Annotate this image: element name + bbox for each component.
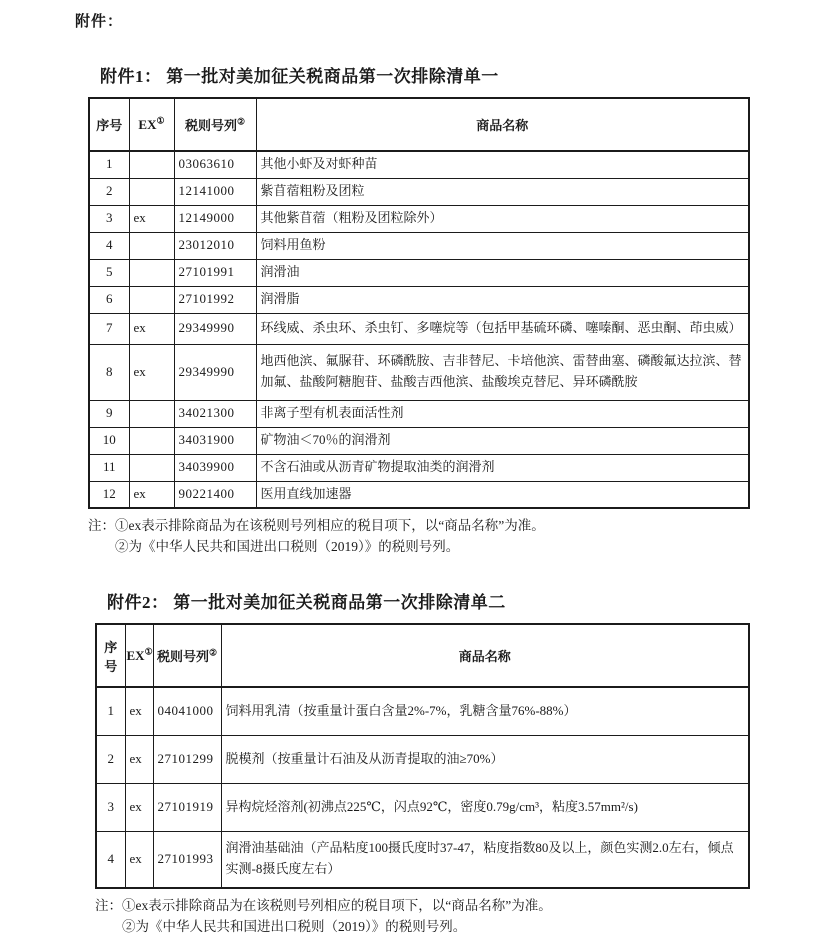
ex-cell xyxy=(129,178,174,205)
product-name-cell: 饲料用乳清（按重量计蛋白含量2%-7%，乳糖含量76%-88%） xyxy=(221,687,749,735)
table-row xyxy=(89,344,749,400)
attachment-2-section xyxy=(95,588,750,938)
product-name-cell: 地西他滨、氟脲苷、环磷酰胺、吉非替尼、卡培他滨、雷替曲塞、磷酸氟达拉滨、替加氟、盐酸阿糖胞苷、盐酸吉西他滨、盐酸埃克替尼、异环磷酰胺 xyxy=(256,344,749,400)
hs-code-cell: 12141000 xyxy=(174,178,256,205)
product-name-cell: 其他小虾及对虾种苗 xyxy=(256,151,749,178)
seq-cell: 12 xyxy=(89,481,129,508)
col-header-seq xyxy=(89,98,129,151)
product-name-cell: 紫苜蓿粗粉及团粒 xyxy=(256,178,749,205)
seq-cell: 4 xyxy=(96,831,125,888)
product-name-cell: 润滑油 xyxy=(256,259,749,286)
table-header-row xyxy=(96,624,749,687)
attachment-1-table xyxy=(88,97,750,509)
table-row xyxy=(89,313,749,344)
note-line: ②为《中华人民共和国进出口税则（2019）》的税则号列。 xyxy=(122,918,467,934)
attachment-2-title: 附件2： 第一批对美加征关税商品第一次排除清单二 xyxy=(107,593,506,612)
seq-cell: 9 xyxy=(89,400,129,427)
table-row xyxy=(96,783,749,831)
seq-cell: 10 xyxy=(89,427,129,454)
col-header-hs-code xyxy=(174,98,256,151)
footnote-ref-1: ① xyxy=(144,646,153,657)
hs-code-cell: 12149000 xyxy=(174,205,256,232)
ex-cell xyxy=(129,427,174,454)
hs-code-cell: 03063610 xyxy=(174,151,256,178)
col-header-hs-label: 税则号列 xyxy=(184,118,237,133)
col-header-ex-label: EX xyxy=(126,647,145,663)
table-row xyxy=(96,687,749,735)
table-header-row xyxy=(89,98,749,151)
ex-cell: ex xyxy=(125,687,153,735)
col-header-name-label: 商品名称 xyxy=(458,649,511,664)
product-name-cell: 非离子型有机表面活性剂 xyxy=(256,400,749,427)
footnote-ref-2: ② xyxy=(236,116,246,127)
hs-code-cell: 23012010 xyxy=(174,232,256,259)
hs-code-cell: 27101992 xyxy=(174,286,256,313)
ex-cell: ex xyxy=(129,313,174,344)
seq-cell: 3 xyxy=(89,205,129,232)
table-row xyxy=(89,286,749,313)
product-name-cell: 脱模剂（按重量计石油及从沥青提取的油≥70%） xyxy=(221,735,749,783)
col-header-hs-code xyxy=(153,624,221,687)
note-line: 注：①ex表示排除商品为在该税则号列相应的税目项下，以“商品名称”为准。 xyxy=(88,518,545,533)
ex-cell xyxy=(129,286,174,313)
table-row xyxy=(89,259,749,286)
hs-code-cell: 34031900 xyxy=(174,427,256,454)
col-header-ex xyxy=(129,98,174,151)
product-name-cell: 不含石油或从沥青矿物提取油类的润滑剂 xyxy=(256,454,749,481)
product-name-cell: 润滑油基础油（产品粘度100摄氏度时37-47，粘度指数80及以上，颜色实测2.0左右，倾点实测-8摄氏度左右） xyxy=(221,831,749,888)
col-header-product-name xyxy=(221,624,749,687)
attachment-1-title: 附件1： 第一批对美加征关税商品第一次排除清单一 xyxy=(100,67,499,86)
hs-code-cell: 29349990 xyxy=(174,313,256,344)
attachment-label: 附件： xyxy=(75,14,124,30)
table-row xyxy=(89,481,749,508)
seq-cell: 2 xyxy=(96,735,125,783)
hs-code-cell: 34021300 xyxy=(174,400,256,427)
seq-cell: 8 xyxy=(89,344,129,400)
col-header-seq-label: 序号 xyxy=(104,639,118,674)
ex-cell: ex xyxy=(129,481,174,508)
seq-cell: 1 xyxy=(89,151,129,178)
col-header-name-label: 商品名称 xyxy=(476,118,529,133)
col-header-ex xyxy=(125,624,153,687)
seq-cell: 11 xyxy=(89,454,129,481)
table-row xyxy=(89,178,749,205)
note-line: ②为《中华人民共和国进出口税则（2019）》的税则号列。 xyxy=(115,538,460,554)
ex-cell xyxy=(129,232,174,259)
hs-code-cell: 27101919 xyxy=(153,783,221,831)
product-name-cell: 润滑脂 xyxy=(256,286,749,313)
product-name-cell: 环线威、杀虫环、杀虫钉、多噻烷等（包括甲基硫环磷、噻嗪酮、恶虫酮、茚虫威） xyxy=(256,313,749,344)
ex-cell: ex xyxy=(129,344,174,400)
hs-code-cell: 90221400 xyxy=(174,481,256,508)
hs-code-cell: 27101299 xyxy=(153,735,221,783)
table-row xyxy=(89,400,749,427)
ex-cell xyxy=(129,454,174,481)
table-row xyxy=(96,735,749,783)
col-header-product-name xyxy=(256,98,749,151)
ex-cell xyxy=(129,151,174,178)
product-name-cell: 矿物油＜70％的润滑剂 xyxy=(256,427,749,454)
hs-code-cell: 27101991 xyxy=(174,259,256,286)
seq-cell: 4 xyxy=(89,232,129,259)
footnote-ref-2: ② xyxy=(208,647,218,658)
col-header-seq xyxy=(96,624,125,687)
col-header-ex-label: EX xyxy=(138,116,157,132)
attachment-2-table xyxy=(95,623,750,889)
table-row xyxy=(89,232,749,259)
table-row xyxy=(89,151,749,178)
table-row xyxy=(89,454,749,481)
hs-code-cell: 29349990 xyxy=(174,344,256,400)
ex-cell: ex xyxy=(125,783,153,831)
product-name-cell: 异构烷烃溶剂(初沸点225℃，闪点92℃，密度0.79g/cm³，粘度3.57mm²/s) xyxy=(221,783,749,831)
note-line: 注：①ex表示排除商品为在该税则号列相应的税目项下，以“商品名称”为准。 xyxy=(95,898,552,913)
hs-code-cell: 27101993 xyxy=(153,831,221,888)
ex-cell: ex xyxy=(129,205,174,232)
ex-cell: ex xyxy=(125,831,153,888)
attachment-2-notes xyxy=(95,896,750,938)
seq-cell: 5 xyxy=(89,259,129,286)
ex-cell: ex xyxy=(125,735,153,783)
seq-cell: 6 xyxy=(89,286,129,313)
table-row xyxy=(96,831,749,888)
attachment-1-notes xyxy=(88,516,750,558)
product-name-cell: 其他紫苜蓿（粗粉及团粒除外） xyxy=(256,205,749,232)
seq-cell: 3 xyxy=(96,783,125,831)
hs-code-cell: 04041000 xyxy=(153,687,221,735)
product-name-cell: 医用直线加速器 xyxy=(256,481,749,508)
seq-cell: 7 xyxy=(89,313,129,344)
attachment-1-section xyxy=(88,62,750,558)
seq-cell: 1 xyxy=(96,687,125,735)
seq-cell: 2 xyxy=(89,178,129,205)
table-row xyxy=(89,205,749,232)
footnote-ref-1: ① xyxy=(156,115,165,126)
col-header-seq-label: 序号 xyxy=(96,118,123,133)
ex-cell xyxy=(129,400,174,427)
table-row xyxy=(89,427,749,454)
hs-code-cell: 34039900 xyxy=(174,454,256,481)
product-name-cell: 饲料用鱼粉 xyxy=(256,232,749,259)
col-header-hs-label: 税则号列 xyxy=(156,649,209,664)
ex-cell xyxy=(129,259,174,286)
